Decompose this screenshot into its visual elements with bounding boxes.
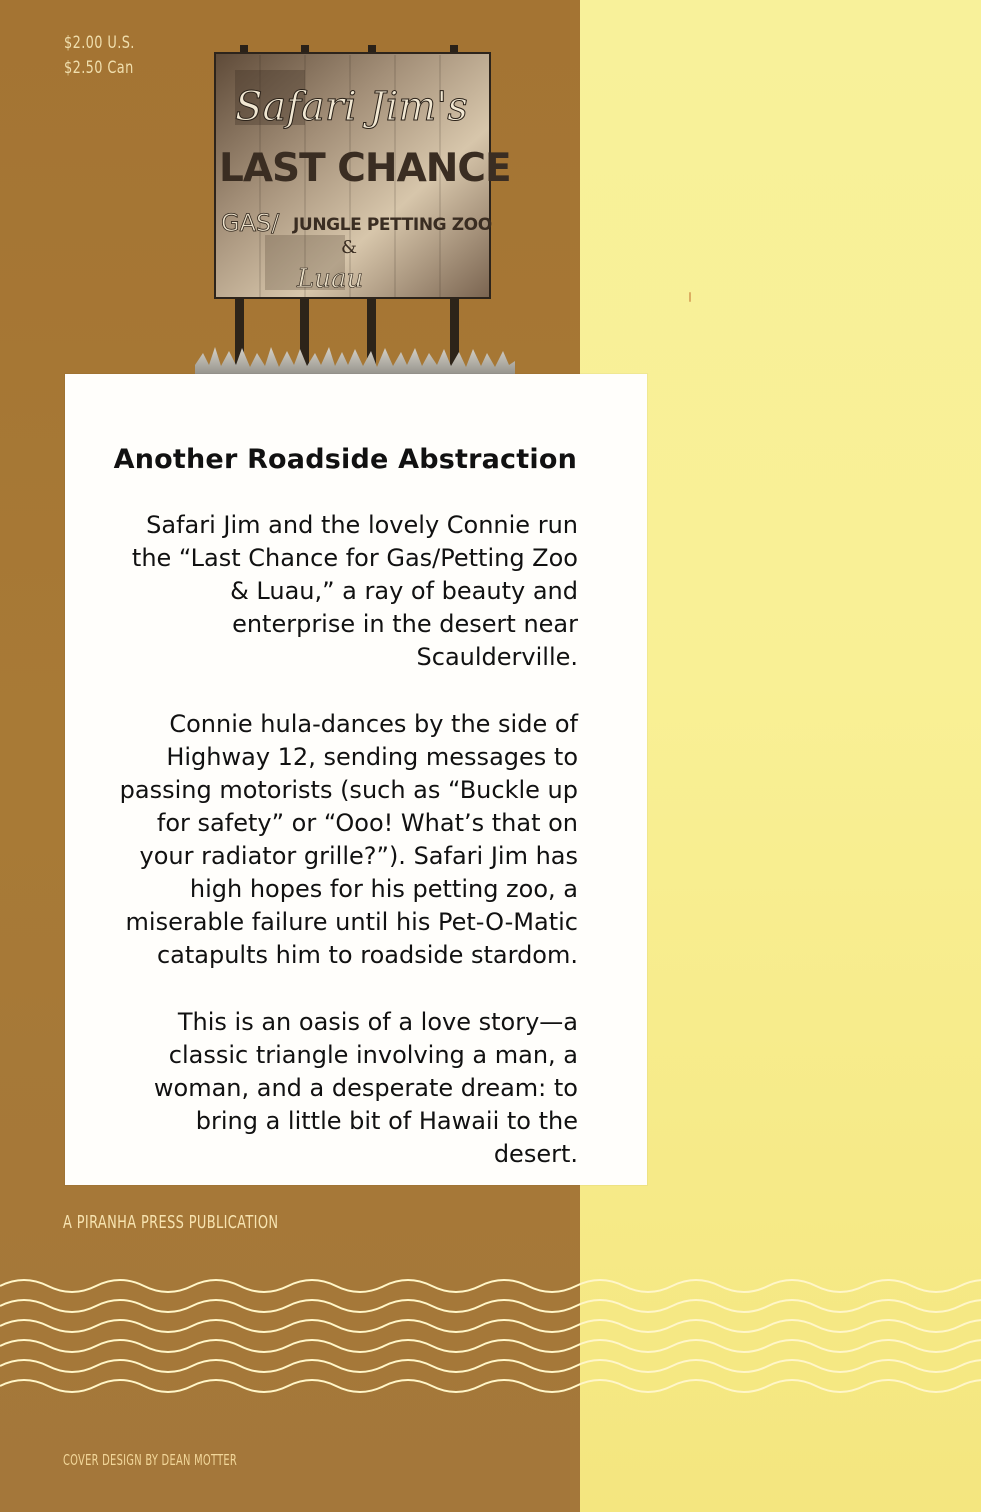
billboard-illustration — [195, 45, 515, 378]
sign-amp: & — [341, 237, 358, 258]
blurb-paragraph-2: Connie hula-dances by the side of Highway 12, sending messages to passing motorists (such as “Buckle up for safety” or “Ooo! What’s that on your radiator grille?”). Safari Jim has high hopes for his petting zoo, a miserable failure until his Pet-O-Matic catapults him to roadside stardom. — [119, 710, 578, 969]
blurb-paragraph-3: This is an oasis of a love story—a classic triangle involving a man, a woman, and a desperate dream: to bring a little bit of Hawaii to the desert. — [153, 1008, 578, 1168]
sign-last-chance: LAST CHANCE — [219, 146, 511, 191]
blurb-title: Another Roadside Abstraction — [113, 444, 577, 475]
sign-luau: Luau — [297, 264, 364, 294]
blurb-paragraphs — [108, 509, 578, 1171]
cover-design-credit: COVER DESIGN BY DEAN MOTTER — [63, 1451, 238, 1469]
sign-zoo: JUNGLE PETTING ZOO — [293, 215, 492, 235]
price-label — [64, 31, 135, 81]
billboard-svg — [195, 45, 515, 378]
sign-gas: GAS/ — [221, 209, 280, 237]
paper-speck — [689, 292, 691, 302]
wave-svg — [0, 1266, 981, 1406]
blurb-card — [65, 374, 647, 1185]
sign-name: Safari Jim's — [235, 84, 468, 130]
price-us: $2.00 U.S. — [64, 33, 135, 53]
price-can: $2.50 Can — [64, 58, 134, 78]
publication-label: A PIRANHA PRESS PUBLICATION — [63, 1212, 279, 1233]
wave-pattern — [0, 1266, 981, 1406]
blurb-paragraph-1: Safari Jim and the lovely Connie run the “Last Chance for Gas/Petting Zoo & Luau,” a ray of beauty and enterprise in the desert near Scaulderville. — [131, 511, 578, 671]
